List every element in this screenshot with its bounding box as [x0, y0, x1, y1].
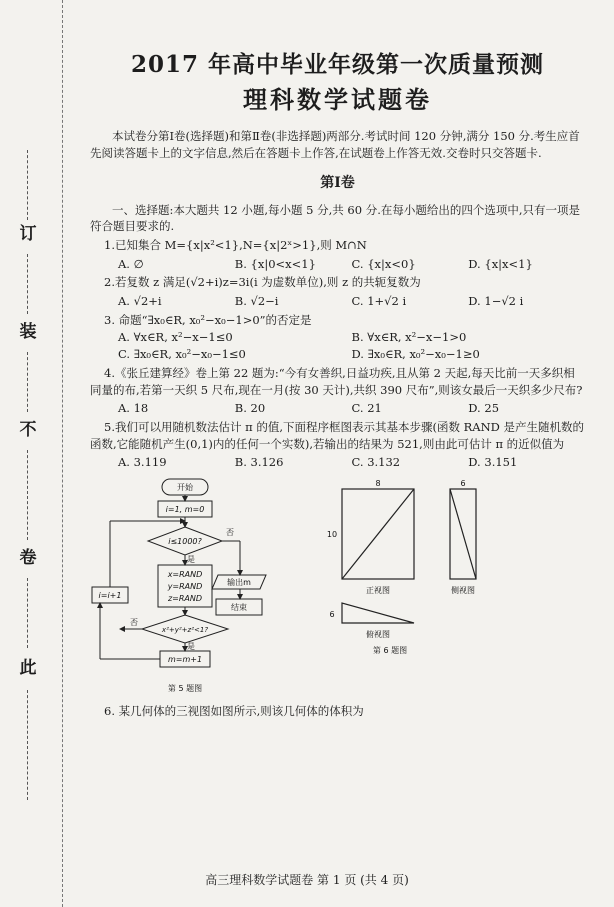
flow-output-label: 输出m: [227, 577, 251, 587]
flow-assign-x: x=RAND: [167, 569, 203, 579]
flow-init-label: i=1, m=0: [165, 504, 205, 514]
exam-content: [90, 40, 585, 720]
binding-dash: [27, 578, 28, 648]
question-options: [118, 454, 585, 471]
binding-dash: [27, 254, 28, 314]
option: C. 1+√2 i: [351, 294, 407, 309]
flow-assign-y: y=RAND: [167, 581, 203, 591]
option: B. ∀x∈R, x²−x−1>0: [351, 330, 467, 345]
question-stem: 5.我们可以用随机数法估计 π 的值,下面程序框图表示其基本步骤(函数 RAND 是产生随机数的函数,它能随机产生(0,1)内的任何一个实数),若输出的结果为 521,则由此可估计 π 的近似值为: [90, 419, 585, 451]
flow-end-label: 结束: [231, 602, 247, 612]
question-options: [118, 329, 585, 362]
side-width-dim: 6: [460, 478, 466, 488]
question-options: [118, 400, 585, 417]
question-stem: 1.已知集合 M={x|x²<1},N={x|2ˣ>1},则 M∩N: [104, 238, 367, 253]
binding-char: 卷: [19, 548, 37, 568]
side-view-label: 侧视图: [451, 585, 475, 595]
option: A. √2+i: [118, 294, 162, 309]
option: D. {x|x<1}: [468, 256, 533, 271]
question-stem: 3. 命题“∃x₀∈R, x₀²−x₀−1>0”的否定是: [104, 312, 312, 327]
option: B. √2−i: [234, 294, 279, 309]
flow-count-label: m=m+1: [167, 654, 203, 664]
front-width-dim: 8: [375, 478, 381, 488]
binding-dash: [27, 150, 28, 220]
binding-char: 此: [19, 658, 37, 678]
option: B. 3.126: [234, 455, 284, 470]
top-height-dim: 6: [329, 609, 335, 619]
fig6-caption: 第 6 题图: [372, 645, 408, 655]
flow-no2-label: 否: [130, 617, 138, 627]
top-view-triangle: [342, 603, 414, 623]
question-options: [118, 256, 585, 273]
part-title: 第Ⅰ卷: [320, 175, 355, 192]
binding-dash: [27, 690, 28, 800]
question-stem: 4.《张丘建算经》卷上第 22 题为:“今有女善织,日益功疾,且从第 2 天起,每天比前一天多织相同量的布,若第一天织 5 尺布,现在一月(按 30 天计),共织 390 尺布”,则该女最后一天织多少尺布?: [90, 365, 583, 397]
binding-char: 装: [19, 322, 37, 342]
three-views-figure: [310, 479, 500, 669]
option: B. 20: [234, 401, 266, 416]
flow-assign-z: z=RAND: [167, 593, 203, 603]
exam-subtitle: 理科数学试题卷: [243, 85, 432, 115]
option: D. 25: [468, 401, 500, 416]
question-stem: 2.若复数 z 满足(√2+i)z=3i(i 为虚数单位),则 z 的共轭复数为: [104, 275, 421, 290]
flow-inc-label: i=i+1: [98, 590, 122, 600]
flowchart-figure: [90, 477, 300, 701]
flow-cond2-label: x²+y²+z²<1?: [161, 625, 209, 634]
option: C. 21: [351, 401, 382, 416]
option: D. 3.151: [468, 455, 518, 470]
question-options: [118, 293, 585, 310]
question-stem: 6. 某几何体的三视图如图所示,则该几何体的体积为: [104, 703, 364, 718]
option: C. ∃x₀∈R, x₀²−x₀−1≤0: [118, 347, 246, 362]
top-view-label: 俯视图: [366, 629, 390, 639]
option: D. 1−√2 i: [468, 294, 524, 309]
binding-dash: [27, 352, 28, 412]
binding-char: 订: [19, 224, 37, 244]
front-view-diagonal: [342, 489, 414, 579]
figures-row: [90, 477, 585, 703]
option: B. {x|0<x<1}: [234, 256, 316, 271]
option: A. ∀x∈R, x²−x−1≤0: [118, 330, 233, 345]
fig5-caption: 第 5 题图: [167, 683, 203, 693]
exam-title: 2017 年高中毕业年级第一次质量预测: [130, 51, 545, 78]
option: C. 3.132: [351, 455, 401, 470]
option: A. ∅: [118, 256, 144, 271]
flow-yes2-label: 是: [187, 641, 195, 651]
option: A. 3.119: [118, 455, 167, 470]
page-footer: 高三理科数学试题卷 第 1 页 (共 4 页): [205, 873, 409, 887]
option: A. 18: [118, 401, 149, 416]
exam-instructions: 本试卷分第Ⅰ卷(选择题)和第Ⅱ卷(非选择题)两部分.考试时间 120 分钟,满分 150 分.考生应首先阅读答题卡上的文字信息,然后在答题卡上作答,在试题卷上作答无效.交卷时只交答题卡.: [90, 129, 580, 160]
flow-no-label: 否: [226, 527, 234, 537]
side-view-diagonal: [450, 489, 476, 579]
flow-yes-label: 是: [187, 554, 195, 564]
binding-char: 不: [19, 420, 37, 440]
flow-start-label: 开始: [177, 482, 193, 492]
binding-margin: [0, 0, 63, 907]
flow-cond1-label: i≤1000?: [168, 536, 202, 546]
binding-dash: [27, 450, 28, 540]
option: D. ∃x₀∈R, x₀²−x₀−1≥0: [351, 347, 480, 362]
front-height-dim: 10: [326, 529, 338, 539]
section-heading: 一、选择题:本大题共 12 小题,每小题 5 分,共 60 分.在每小题给出的四个选项中,只有一项是符合题目要求的.: [90, 202, 581, 234]
option: C. {x|x<0}: [351, 256, 416, 271]
front-view-label: 正视图: [366, 585, 390, 595]
